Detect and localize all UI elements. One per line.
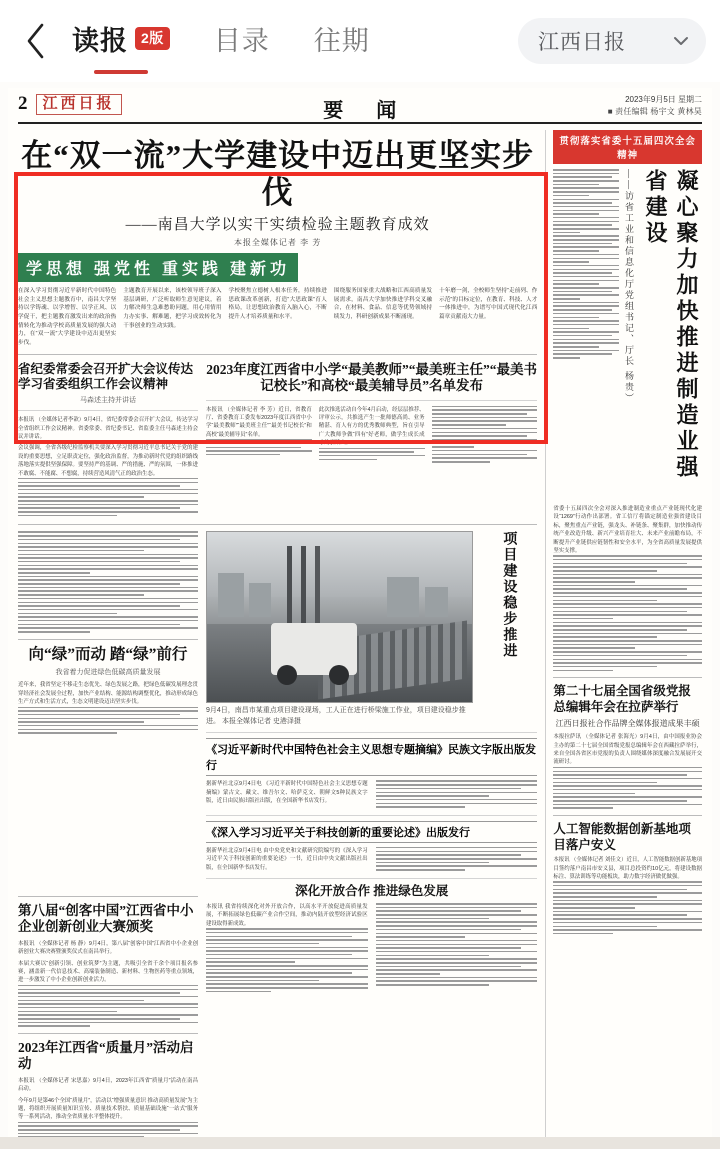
main-content-column	[18, 130, 537, 1140]
right-feature-article[interactable]	[553, 169, 702, 499]
right-feature-body-text: 省委十五届四次全会对深入推进制造业重点产业链现代化建设“1269”行动作出部署。省工信厅将锚定制造业强省建设目标，聚焦重点产业链，强龙头、补链条、聚集群，加快推动传统产业改造升级、新兴产业培育壮大、未来产业前瞻布局，不断提升产业链供应链韧性和安全水平，为全省高质量发展提供坚实支撑。	[553, 506, 702, 554]
tab-catalog[interactable]	[214, 19, 270, 64]
article-headline: 《深入学习习近平关于科技创新的重要论述》出版发行	[206, 821, 537, 843]
lead-body-col-1: 在深入学习贯彻习近平新时代中国特色社会主义思想主题教育中，南昌大学坚持以学铸魂、以学增智、以学正风、以学促干，把主题教育激发出来的政治热情转化为推动学校高质量发展的强大动力，在“双一流”大学建设中迈出更坚实步伐。	[18, 288, 117, 347]
lead-article-subhead: ——南昌大学以实干实绩检验主题教育成效	[125, 217, 430, 234]
article-body: 据新华社北京9月4日电 《习近平新时代中国特色社会主义思想专题摘编》蒙古文、藏文、维吾尔文、哈萨克文、朝鲜文5种民族文字版，近日由民族出版社出版，在全国新华书店发行。	[206, 781, 368, 805]
article-filler-lines	[553, 169, 619, 359]
masthead-credits: ■ 责任编辑 杨宇文 黄林昊	[607, 107, 702, 116]
article-headline: 第二十七届全国省级党报总编辑年会在拉萨举行	[553, 684, 691, 714]
tab-archive-label: 往期	[313, 25, 370, 56]
right-feature-body	[553, 505, 702, 671]
lead-body-col-5: 十年磨一剑，全校师生坚持“走前列、作示范”的目标定位，在教育、科技、人才一体推进中，为谱写中国式现代化江西篇章贡献南大力量。	[439, 288, 538, 321]
article-filler-lines	[553, 767, 702, 809]
article-headline: 深化开放合作 推进绿色发展	[295, 883, 449, 898]
article-body: 本报讯 我省持续深化对外开放合作，以高水平开放促进高质量发展，不断拓展绿色低碳产业合作空间，推动内陆开放型经济试验区建设取得新成效。	[206, 904, 368, 927]
article-subhead: 马森述主持并讲话	[80, 397, 136, 405]
article-filler-lines	[553, 555, 702, 671]
article-subhead: 我省着力促进绿色低碳高质量发展	[55, 669, 161, 677]
article-lede: 本报讯 （全媒体记者 李 芳）近日，省教育厅、省委教育工委发布2023年度江西省中小学“最美教师”“最美班主任”“最美书记校长”和高校“最美辅导员”名单。	[206, 406, 312, 438]
article-headline: 《习近平新时代中国特色社会主义思想专题摘编》民族文字版出版发行	[206, 738, 537, 776]
right-column-banner: 贯彻落实省委十五届四次全会精神	[553, 130, 702, 164]
nav-tabs	[72, 19, 370, 64]
article-filler-lines	[206, 928, 368, 992]
article-filler-lines	[18, 478, 198, 516]
paper-selector-label: 江西日报	[538, 31, 626, 54]
tab-read-paper-label: 读报	[72, 25, 128, 56]
article-xi-thought-minority-editions[interactable]	[206, 738, 537, 810]
article-lede: 本报讯 （全媒体记者 杨 静）9月4日，第八届“创客中国”江西省中小企业创新创业大赛决赛暨颁奖仪式在南昌举行。	[18, 940, 198, 956]
article-filler-lines	[18, 985, 198, 1027]
masthead-logo: 江西日报	[36, 94, 122, 115]
article-filler-lines	[376, 847, 538, 873]
back-button[interactable]	[14, 19, 58, 63]
page-columns	[18, 130, 702, 1140]
lead-article-headline: 在“双一流”大学建设中迈出更坚实步伐	[21, 138, 535, 210]
tab-archive[interactable]	[314, 19, 370, 64]
article-subhead: 江西日报社合作品牌全媒体报道成果丰硕	[555, 719, 700, 729]
article-headline: 2023年度江西省中小学“最美教师”“最美班主任”“最美书记校长”和高校“最美辅导员”名单发布	[206, 361, 538, 394]
article-filler-lines	[553, 881, 702, 934]
masthead-meta	[552, 94, 702, 118]
lead-article-byline: 本报全媒体记者 李 芳	[233, 238, 322, 248]
article-headline: 人工智能数据创新基地项目落户安义	[553, 821, 691, 852]
newspaper-masthead	[18, 94, 702, 124]
right-sidebar-column	[545, 130, 702, 1140]
article-green-development[interactable]	[18, 646, 198, 734]
article-ai-data-base[interactable]	[553, 822, 702, 935]
article-body: 今年9月是第46个全国“质量月”，活动以“增强质量意识 推动高质量发展”为主题，将组织开展质量知识宣传、质量技术帮扶、质量基础设施“一站式”服务等一系列活动，推动全省质量水平整体提升。	[18, 1097, 198, 1121]
article-maker-china-contest[interactable]	[18, 903, 198, 1027]
article-filler-lines	[376, 903, 538, 986]
newspaper-page[interactable]	[8, 88, 712, 1146]
article-quality-month[interactable]	[18, 1040, 198, 1149]
right-feature-subhead: ——访省工业和信息化厅党组书记、厅长 杨贵）	[624, 169, 634, 405]
article-filler-lines	[432, 406, 538, 463]
article-filler-lines	[206, 439, 312, 455]
filler-lines	[18, 531, 198, 632]
article-scientific-innovation-book[interactable]	[206, 821, 537, 873]
lead-article-banner: 学思想 强党性 重实践 建新功	[18, 253, 298, 282]
article-body: 近年来，我省坚定不移走生态优先、绿色发展之路，把绿色低碳发展理念贯穿经济社会发展全过程，加快产业结构、能源结构调整优化，推动形成绿色生产方式和生活方式，生态文明建设迈出坚实步伐。	[18, 682, 198, 706]
article-most-beautiful-teachers[interactable]	[206, 362, 537, 519]
photo-caption: 9月4日，南昌市某重点项目建设现场，工人正在进行桥梁施工作业，项目建设稳步推进。 本报全媒体记者 史港泽摄	[206, 707, 466, 725]
top-navigation-bar	[0, 0, 720, 82]
tab-catalog-label: 目录	[213, 25, 270, 56]
masthead-date: 2023年9月5日 星期二	[625, 95, 702, 104]
article-columns	[206, 406, 537, 465]
article-body: 会议强调，全省各级纪检监察机关要深入学习贯彻习近平总书记关于党的建设的重要思想，立足职责定位，强化政治监督，为推动新时代党的组织路线落地落实提供坚强保障。要坚持严的基调、严的措施、严的氛围，一体推进不敢腐、不能腐、不想腐，持续营造风清气正的政治生态。	[18, 445, 198, 477]
construction-site-photo	[206, 531, 473, 703]
article-body: 据新华社北京9月4日电 由中央党史和文献研究院编写的《深入学习习近平关于科技创新的重要论述》一书，近日由中央文献出版社出版，在全国新华书店发行。	[206, 847, 368, 871]
article-filler-lines	[18, 707, 198, 734]
article-headline: 省纪委常委会召开扩大会议传达学习省委组织工作会议精神	[18, 361, 194, 391]
lead-article-body	[18, 287, 537, 348]
article-filler-lines	[319, 448, 425, 461]
page-count-badge: 2版	[135, 27, 170, 50]
masthead-page-number: 2	[18, 93, 28, 114]
article-body: 本报拉萨讯 （全媒体记者 张海光）9月4日，由中国报业协会主办的第二十七届全国省级党报总编辑年会在西藏拉萨举行，来自全国各省区市党报的负责人围绕媒体深度融合发展展开交流研讨。	[553, 734, 702, 766]
photo-vertical-title: 项目建设稳步推进	[501, 531, 517, 660]
article-headline: 第八届“创客中国”江西省中小企业创新创业大赛颁奖	[18, 903, 194, 935]
page-bottom-strip	[0, 1137, 720, 1149]
article-headline: 2023年江西省“质量月”活动启动	[18, 1039, 194, 1072]
right-feature-headline: 凝心聚力加快推进制造业强省建设	[643, 169, 699, 481]
lead-body-col-4: 围绕服务国家重大战略和江西高质量发展需求，南昌大学加快推进学科交叉融合，在材料、食品、信息等优势领域持续发力，科研创新成果不断涌现。	[333, 288, 433, 321]
photo-article[interactable]	[206, 531, 537, 994]
article-body: 本报讯 （全媒体记者 刘佳文）近日，人工智能数据创新基地项目签约落户南昌市安义县，项目总投资约10亿元，将建设数据标注、算法训练等功能板块，助力数字经济做优做强。	[553, 857, 702, 880]
tab-read-paper[interactable]	[72, 19, 170, 64]
lead-body-col-3: 学校聚焦立德树人根本任务，持续推进思政课改革创新，打造“大思政课”育人格局，让思想政治教育入脑入心，不断提升人才培养质量和水平。	[228, 288, 327, 321]
article-provincial-discipline[interactable]	[18, 362, 198, 519]
lower-left-articles	[18, 890, 198, 1149]
lead-article[interactable]	[18, 138, 537, 355]
secondary-article-row	[18, 362, 537, 519]
lead-body-col-2: 主题教育开展以来，该校领导班子深入基层调研，广泛听取师生意见建议，着力解决师生急难愁盼问题，用心用情用力办实事、解难题，把学习成效转化为干事创业的生动实践。	[123, 288, 222, 329]
masthead-section-title: 要 闻	[323, 100, 411, 122]
article-body: 此次推选活动自今年4月启动，经层层推荐、评审公示，共推选产生一批师德高尚、业务精湛、育人有方的优秀教师典型，旨在引导广大教师争做“四有”好老师，做学生成长成才的引路人。	[318, 406, 425, 447]
article-editors-annual-meeting[interactable]	[553, 684, 702, 809]
newspaper-page-viewer[interactable]	[0, 82, 720, 1149]
chevron-left-icon	[25, 23, 47, 59]
chevron-down-icon	[672, 32, 690, 50]
article-body: 本届大赛以“创新引领、创业筑梦”为主题，共吸引全省千余个项目报名参赛，涵盖新一代信息技术、高端装备制造、新材料、生物医药等重点领域，进一步激发了中小企业创新创业活力。	[18, 960, 198, 984]
article-open-cooperation[interactable]	[206, 884, 537, 995]
article-lede: 本报讯 （全媒体记者 宋思嘉）9月4日，2023年江西省“质量月”活动在南昌启动。	[18, 1077, 198, 1093]
article-filler-lines	[376, 780, 538, 810]
article-headline: 向“绿”而动 踏“绿”前行	[28, 645, 188, 663]
article-lede: 本报讯 （全媒体记者李歆）9月4日，省纪委常委会召开扩大会议，传达学习全省组织工作会议精神。省委常委、省纪委书记、省监委主任马森述主持会议并讲话。	[18, 417, 198, 440]
paper-selector-dropdown[interactable]	[518, 18, 706, 64]
